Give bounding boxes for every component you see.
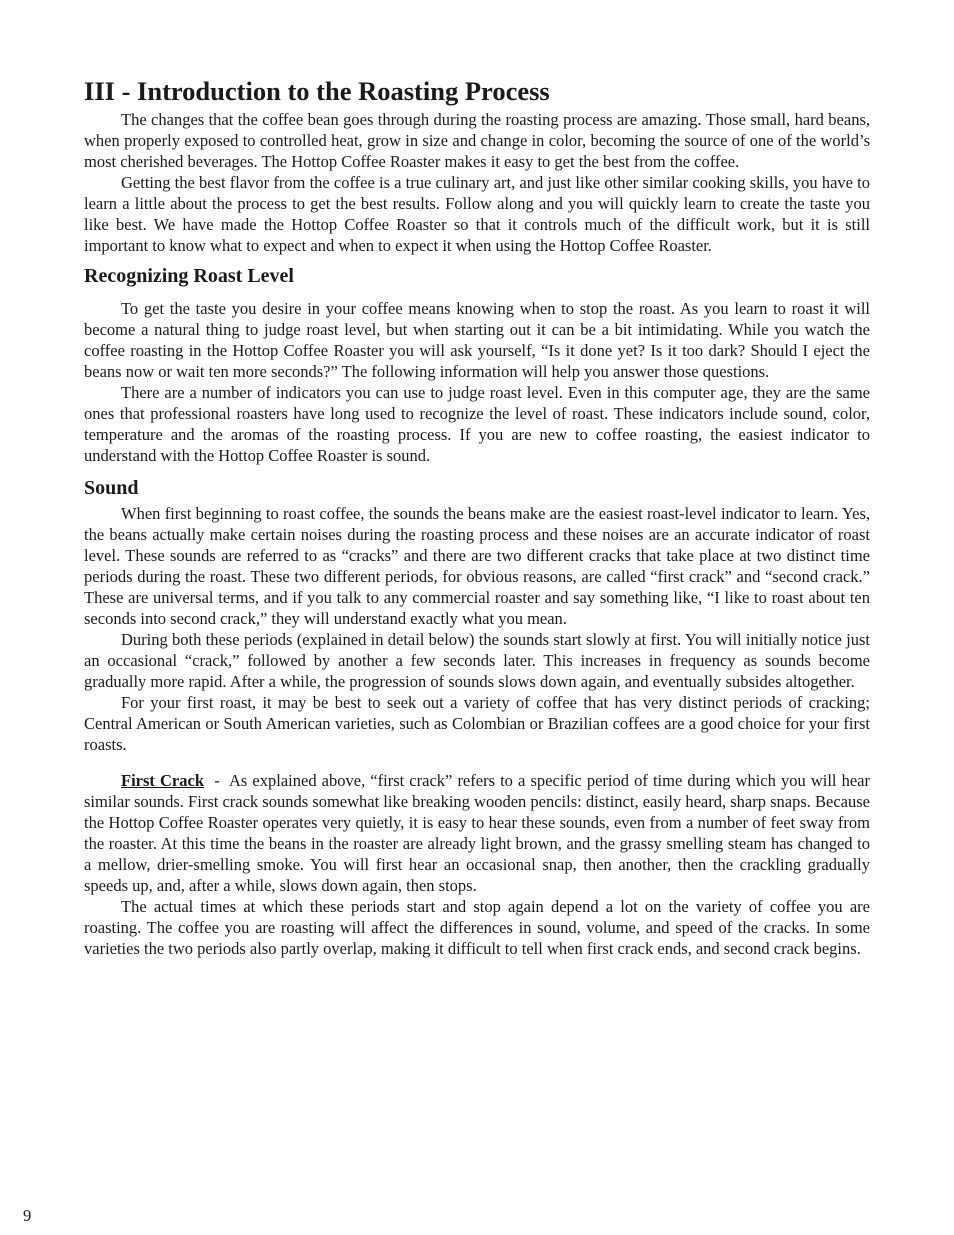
page-content [84, 74, 870, 959]
sound-paragraph: When first beginning to roast coffee, the sounds the beans make are the easiest roast-level indicator to learn. Yes, the beans actually make certain noises during the roasting process and these noises are an accurate indicator of roast level. These sounds are referred to as “cracks” and there are two different cracks that take place at two distinct time periods during the roast. These two different periods, for obvious reasons, are called “first crack” and “second crack.” These are universal terms, and if you talk to any commercial roaster and say something like, “I like to roast about ten seconds into second crack,” they will understand exactly what you mean. [84, 504, 870, 628]
page-number: 9 [23, 1206, 32, 1225]
section-heading-roast-level: Recognizing Roast Level [84, 265, 294, 287]
first-crack-body: As explained above, “first crack” refers to a specific period of time during which you will hear similar sounds. First crack sounds somewhat like breaking wooden pencils: distinct, easily heard, sharp snaps. Because the Hottop Coffee Roaster operates very quietly, it is easy to hear these sounds, even from a number of feet sway from the roaster. At this time the beans in the roaster are already light brown, and the grassy smelling steam has changed to a mellow, drier-smelling smoke. You will first hear an occasional snap, then another, then the crackling gradually speeds up, and, after a while, slows down again, then stops. [84, 771, 870, 895]
first-crack-separator: - [204, 771, 229, 790]
first-crack-paragraph [84, 770, 870, 896]
first-crack-followup: The actual times at which these periods start and stop again depend a lot on the variety of coffee you are roasting. The coffee you are roasting will affect the differences in sound, volume, and speed of the cracks. In some varieties the two periods also partly overlap, making it difficult to tell when first crack ends, and second crack begins. [84, 897, 870, 958]
roast-level-paragraph: There are a number of indicators you can use to judge roast level. Even in this computer age, they are the same ones that professional roasters have long used to recognize the level of roast. These indicators include sound, color, temperature and the aromas of the roasting process. If you are new to coffee roasting, the easiest indicator to understand with the Hottop Coffee Roaster is sound. [84, 383, 870, 465]
roast-level-paragraph: To get the taste you desire in your coffee means knowing when to stop the roast. As you learn to roast it will become a natural thing to judge roast level, but when starting out it can be a bit intimidating. While you watch the coffee roasting in the Hottop Coffee Roaster you will ask yourself, “Is it done yet? Is it too dark? Should I eject the beans now or wait ten more seconds?” The following information will help you answer those questions. [84, 299, 870, 381]
intro-paragraph: Getting the best flavor from the coffee is a true culinary art, and just like other similar cooking skills, you have to learn a little about the process to get the best results. Follow along and you will quickly learn to create the taste you like best. We have made the Hottop Coffee Roaster so that it controls much of the difficult work, but it is still important to know what to expect and when to expect it when using the Hottop Coffee Roaster. [84, 173, 870, 255]
section-heading-sound: Sound [84, 477, 139, 499]
intro-paragraph: The changes that the coffee bean goes through during the roasting process are amazing. Those small, hard beans, when properly exposed to controlled heat, grow in size and change in color, becoming the source of one of the world’s most cherished beverages. The Hottop Coffee Roaster makes it easy to get the best from the coffee. [84, 110, 870, 171]
chapter-heading: III - Introduction to the Roasting Process [84, 76, 550, 106]
first-crack-term: First Crack [121, 771, 204, 790]
sound-paragraph: For your first roast, it may be best to seek out a variety of coffee that has very distinct periods of cracking; Central American or South American varieties, such as Colombian or Brazilian coffees are a good choice for your first roasts. [84, 693, 870, 754]
sound-paragraph: During both these periods (explained in detail below) the sounds start slowly at first. You will initially notice just an occasional “crack,” followed by another a few seconds later. This increases in frequency as sounds become gradually more rapid. After a while, the progression of sounds slows down again, and eventually subsides altogether. [84, 630, 870, 691]
